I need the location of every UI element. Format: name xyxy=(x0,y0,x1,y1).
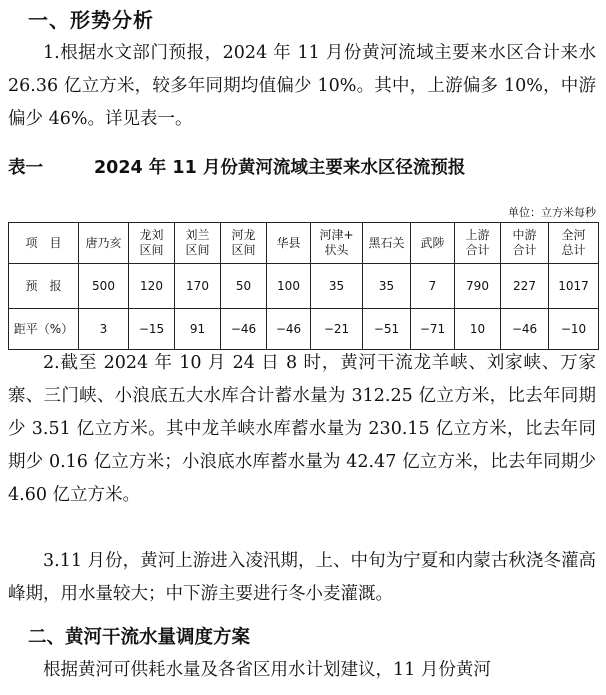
table-cell: 500 xyxy=(79,264,129,309)
section-heading-dispatch-plan: 二、黄河干流水量调度方案 xyxy=(28,627,251,648)
table-cell: −10 xyxy=(549,309,599,350)
table-caption xyxy=(8,154,598,179)
header-cell: 武陟 xyxy=(411,223,455,264)
table-cell: 100 xyxy=(267,264,311,309)
table-cell: 227 xyxy=(501,264,549,309)
header-cell: 河龙 区间 xyxy=(221,223,267,264)
table-cell: −71 xyxy=(411,309,455,350)
table-cell: 35 xyxy=(311,264,363,309)
table-caption-title: 2024 年 11 月份黄河流域主要来水区径流预报 xyxy=(94,158,466,178)
table-caption-label: 表一 xyxy=(8,158,43,178)
runoff-forecast-table xyxy=(8,222,599,350)
header-cell: 项 目 xyxy=(9,223,79,264)
paragraph-reservoir-storage: 2.截至 2024 年 10 月 24 日 8 时，黄河干流龙羊峡、刘家峡、万家寨、三门峡、小浪底五大水库合计蓄水量为 312.25 亿立方米，比去年同期少 3.51 亿立方米。其中龙羊峡水库蓄水量为 230.15 亿立方米，比去年同期少 0.16 亿立方米；小浪底水库蓄水量为 42.47 亿立方米，比去年同期少 4.60 亿立方米。 xyxy=(8,353,596,505)
table-header-row xyxy=(9,223,599,264)
table-cell: −21 xyxy=(311,309,363,350)
header-cell: 中游 合计 xyxy=(501,223,549,264)
header-cell: 刘兰 区间 xyxy=(175,223,221,264)
paragraph-ice-flood-irrigation: 3.11 月份，黄河上游进入凌汛期，上、中旬为宁夏和内蒙古秋浇冬灌高峰期，用水量较大；中下游主要进行冬小麦灌溉。 xyxy=(8,551,596,604)
table-row-anomaly xyxy=(9,309,599,350)
header-cell: 黑石关 xyxy=(363,223,411,264)
header-cell: 华县 xyxy=(267,223,311,264)
paragraph-runoff-forecast: 1.根据水文部门预报，2024 年 11 月份黄河流域主要来水区合计来水 26.36 亿立方米，较多年同期均值偏少 10%。其中，上游偏多 10%，中游偏少 46%。详见表一。 xyxy=(8,43,597,129)
table-cell: 7 xyxy=(411,264,455,309)
header-cell: 河津+ 状头 xyxy=(311,223,363,264)
table-cell: −46 xyxy=(267,309,311,350)
table-cell: 10 xyxy=(455,309,501,350)
header-cell: 龙刘 区间 xyxy=(129,223,175,264)
table-cell: −51 xyxy=(363,309,411,350)
header-cell: 全河 总计 xyxy=(549,223,599,264)
header-cell: 唐乃亥 xyxy=(79,223,129,264)
table-cell: 120 xyxy=(129,264,175,309)
table-cell: 170 xyxy=(175,264,221,309)
table-cell: 50 xyxy=(221,264,267,309)
table-cell: 35 xyxy=(363,264,411,309)
table-cell: 91 xyxy=(175,309,221,350)
table-cell: 预 报 xyxy=(9,264,79,309)
table-row-forecast xyxy=(9,264,599,309)
table-cell: −46 xyxy=(501,309,549,350)
header-cell: 上游 合计 xyxy=(455,223,501,264)
table-cell: 距平（%） xyxy=(9,309,79,350)
table-cell: 3 xyxy=(79,309,129,350)
table-cell: 790 xyxy=(455,264,501,309)
section-heading-situation-analysis: 一、形势分析 xyxy=(28,8,154,32)
paragraph-dispatch-plan: 根据黄河可供耗水量及各省区用水计划建议，11 月份黄河 xyxy=(43,660,491,680)
table-cell: −15 xyxy=(129,309,175,350)
table-unit: 单位：立方米每秒 xyxy=(508,206,596,219)
table-cell: 1017 xyxy=(549,264,599,309)
table-cell: −46 xyxy=(221,309,267,350)
